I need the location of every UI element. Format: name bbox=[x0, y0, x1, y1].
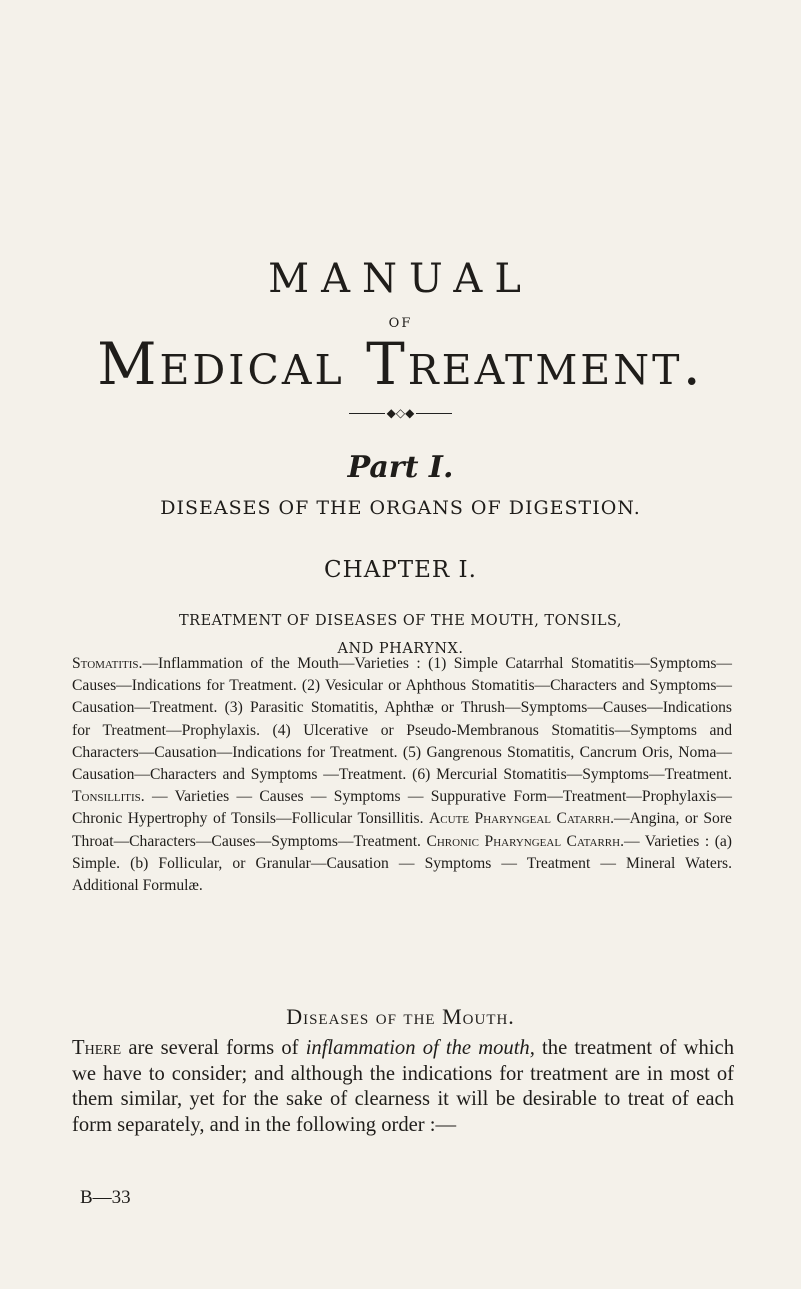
body-text-2: the treatment of which we have to consider; and although the indications for treatment are in most of them similar, yet for the sake of clearness it will be desirable to treat of each form separately, and in the following order :— bbox=[72, 1037, 734, 1136]
subject-title: Medical Treatment. bbox=[97, 330, 704, 398]
ornament-divider bbox=[0, 406, 801, 420]
body-paragraph bbox=[72, 1036, 734, 1138]
summary-acute-catarrh-head: Acute Pharyngeal Catarrh. bbox=[429, 810, 614, 828]
summary-chronic-catarrh-head: Chronic Pharyngeal Catarrh. bbox=[426, 832, 624, 850]
chapter-title-line-2: AND PHARYNX. bbox=[337, 641, 464, 657]
summary-stomatitis-head: Stomatitis. bbox=[72, 655, 143, 672]
summary-tonsillitis-head: Tonsillitis. bbox=[72, 788, 145, 806]
body-lead-word: There bbox=[72, 1037, 122, 1059]
body-text-1: are several forms of bbox=[121, 1037, 306, 1059]
summary-acute-catarrh-text: —Angina, or Sore Throat—Characters—Causes—Symptoms—Treatment. bbox=[72, 810, 732, 850]
body-emphasis: inflammation of the mouth, bbox=[305, 1037, 535, 1059]
chapter-number: CHAPTER I. bbox=[324, 557, 477, 583]
part-heading: Part I. bbox=[347, 450, 454, 485]
signature-mark: B—33 bbox=[80, 1187, 131, 1208]
summary-chronic-catarrh-text: — Varieties : (a) Simple. (b) Follicular, or Granular—Causation — Symptoms — Treatment — Mineral Waters. Additional Formulæ. bbox=[72, 832, 732, 895]
chapter-summary bbox=[72, 653, 732, 897]
summary-tonsillitis-text: — Varieties — Causes — Symptoms — Suppurative Form—Treatment—Prophylaxis—Chronic Hypertrophy of Tonsils—Follicular Tonsillitis. bbox=[72, 788, 732, 828]
title-of: OF bbox=[388, 316, 413, 331]
chapter-title-line-1: TREATMENT OF DISEASES OF THE MOUTH, TONSILS, bbox=[178, 613, 622, 629]
main-title: MANUAL bbox=[268, 256, 533, 302]
diamond-ornament-icon: ◆◇◆ bbox=[386, 406, 415, 420]
summary-stomatitis-text: —Inflammation of the Mouth—Varieties : (1) Simple Catarrhal Stomatitis—Symptoms—Causes—Indications for Treatment. (2) Vesicular or Aphthous Stomatitis—Characters and Symptoms—Causation—Treatment. (3) Parasitic Stomatitis, Aphthæ or Thrush—Symptoms—Causes—Indications for Treatment—Prophylaxis. (4) Ulcerative or Pseudo-Membranous Stomatitis—Symptoms and Characters—Causation—Indications for Treatment. (5) Gangrenous Stomatitis, Cancrum Oris, Noma—Causation—Characters and Symptoms —Treatment. (6) Mercurial Stomatitis—Symptoms—Treatment. bbox=[72, 655, 732, 784]
section-heading: Diseases of the Mouth. bbox=[286, 1004, 515, 1029]
division-title: DISEASES OF THE ORGANS OF DIGESTION. bbox=[160, 497, 641, 519]
